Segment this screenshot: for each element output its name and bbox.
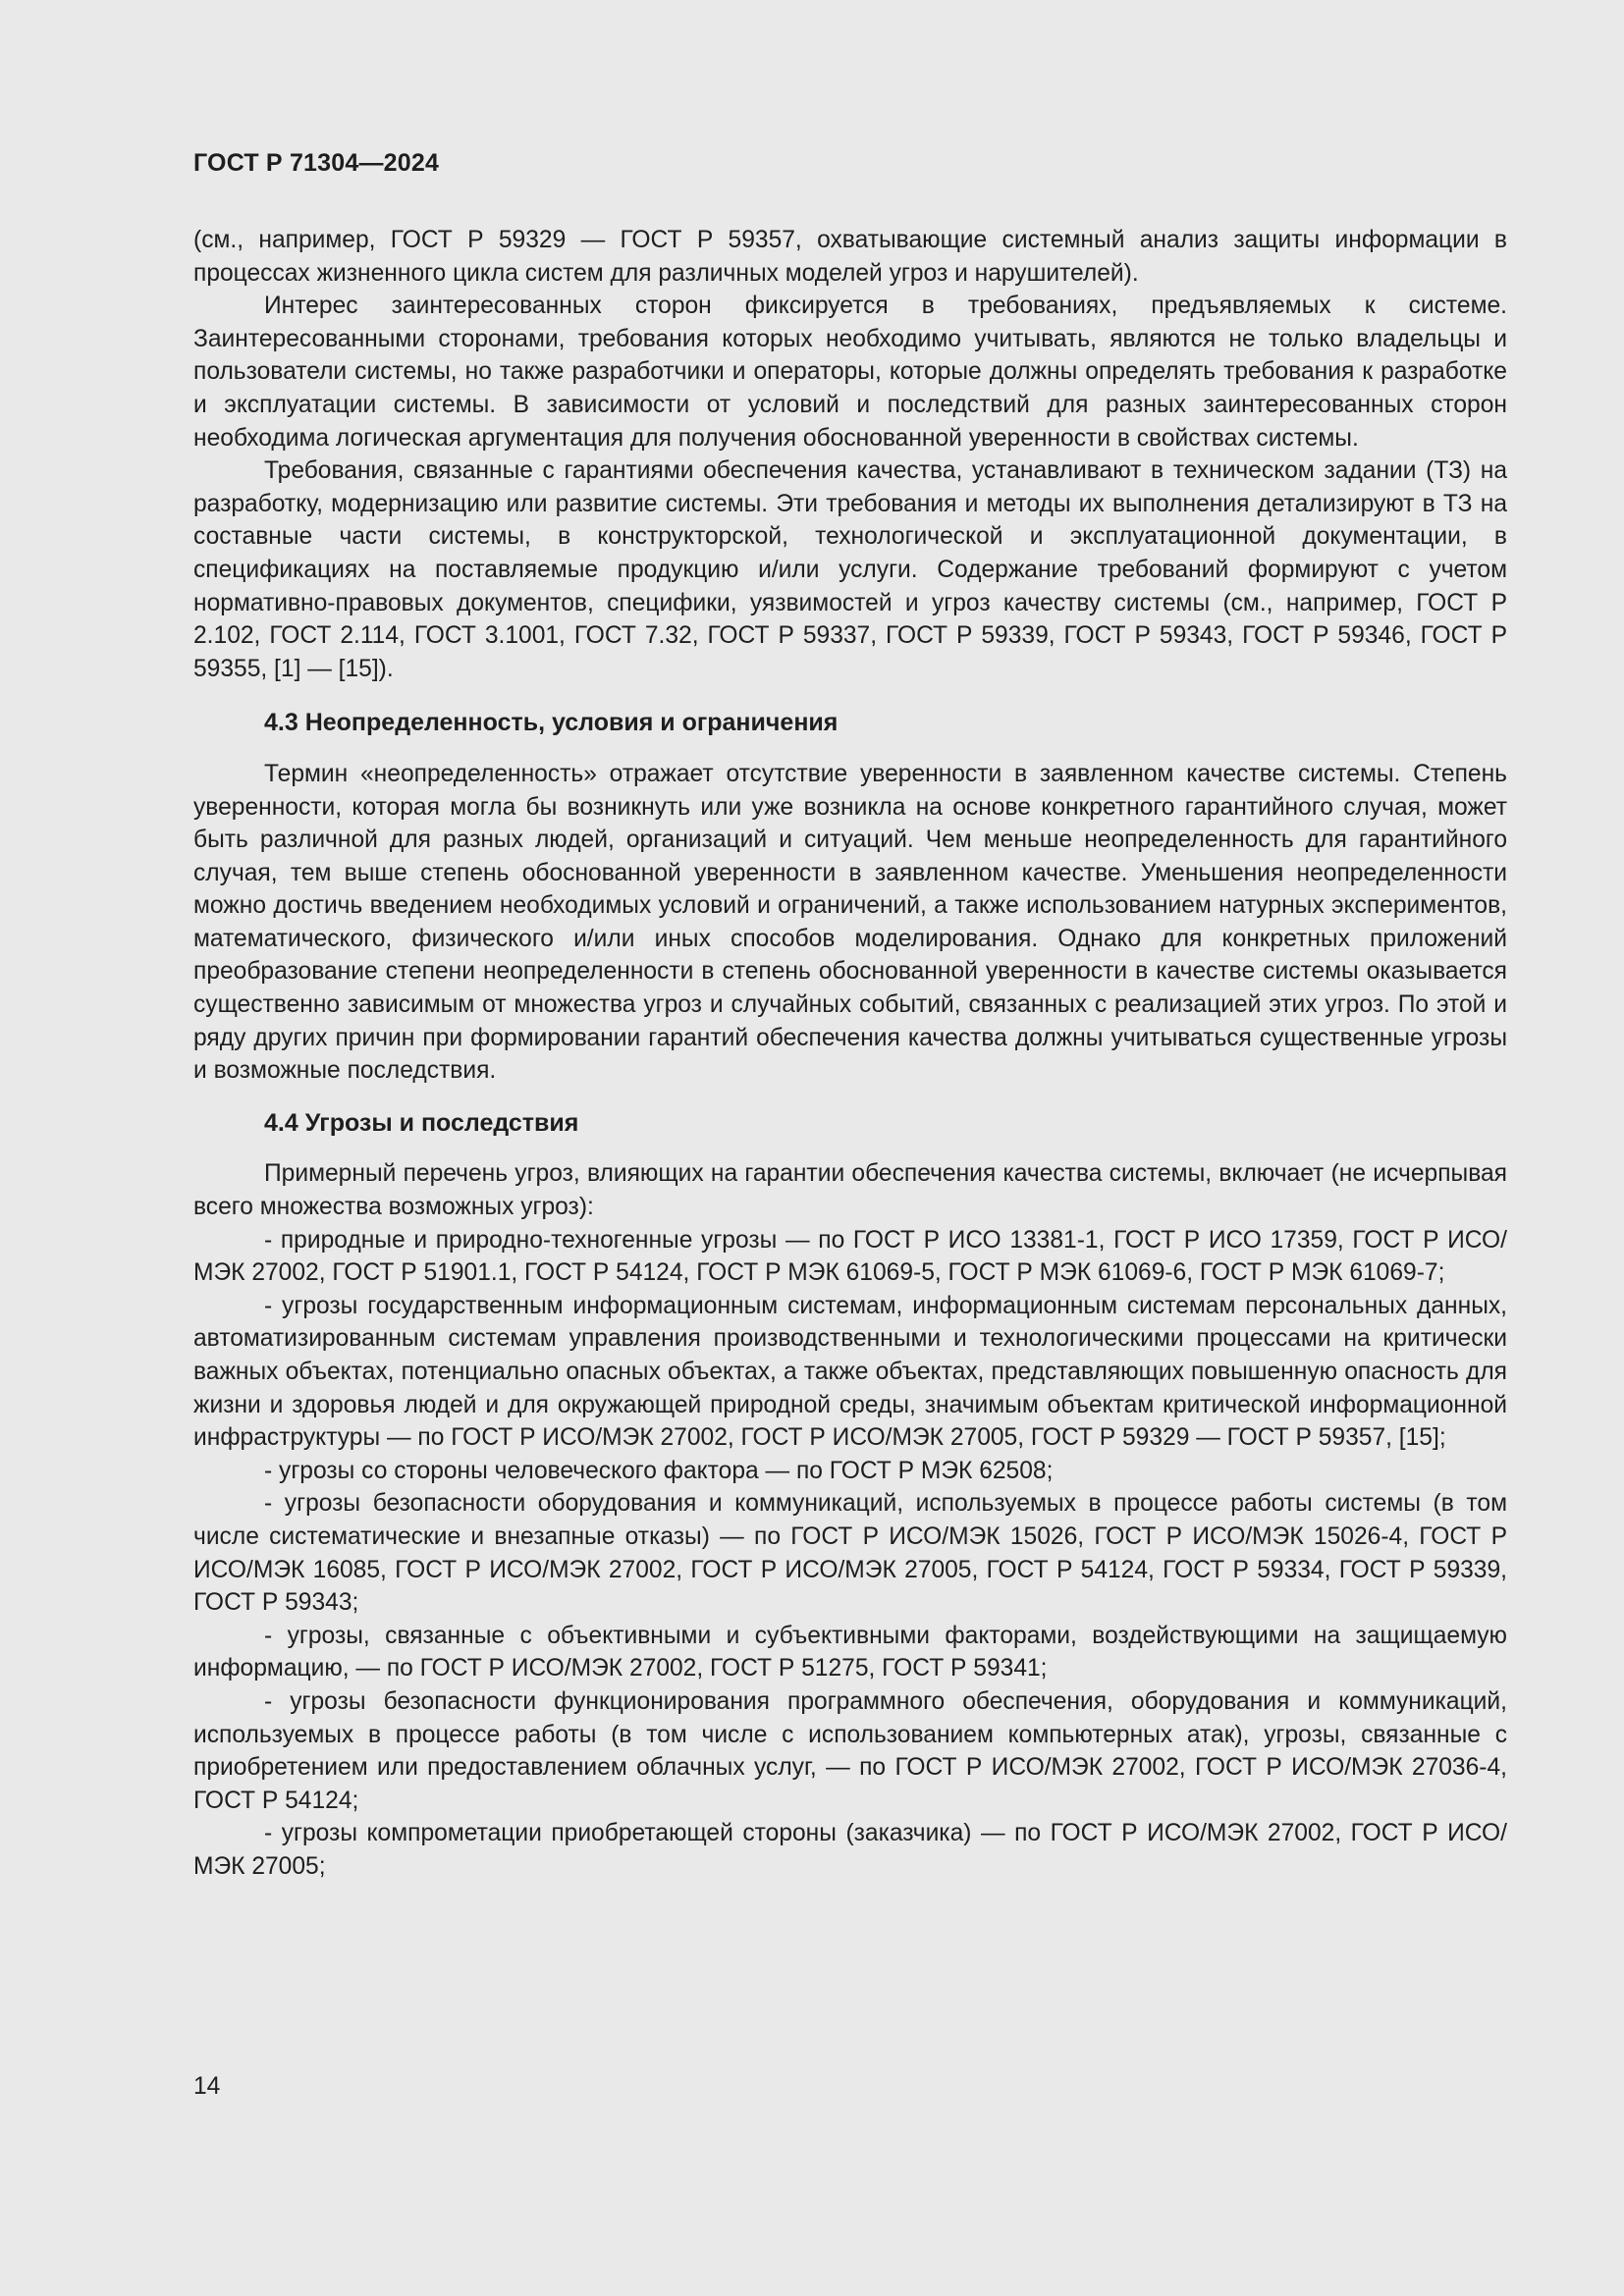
document-body [193, 224, 1507, 1884]
threat-list-item: - угрозы безопасности оборудования и коммуникаций, используемых в процессе работы системы (в том числе систематические и внезапные отказы) — по ГОСТ Р ИСО/МЭК 15026, ГОСТ Р ИСО/МЭК 15026-4, ГОСТ Р ИСО/МЭК 16085, ГОСТ Р ИСО/МЭК 27002, ГОСТ Р ИСО/МЭК 27005, ГОСТ Р 54124, ГОСТ Р 59334, ГОСТ Р 59339, ГОСТ Р 59343; [193, 1490, 1507, 1617]
threat-list-item: - угрозы компрометации приобретающей стороны (заказчика) — по ГОСТ Р ИСО/МЭК 27002, ГОСТ Р ИСО/МЭК 27005; [193, 1820, 1507, 1880]
paragraph-continuation: (см., например, ГОСТ Р 59329 — ГОСТ Р 59357, охватывающие системный анализ защиты информации в процессах жизненного цикла систем для различных моделей угроз и нарушителей). [193, 227, 1507, 287]
threat-list-item: - угрозы, связанные с объективными и субъективными факторами, воздействующими на защищаемую информацию, — по ГОСТ Р ИСО/МЭК 27002, ГОСТ Р 51275, ГОСТ Р 59341; [193, 1622, 1507, 1682]
paragraph-uncertainty: Термин «неопределенность» отражает отсутствие уверенности в заявленном качестве системы. Степень уверенности, которая могла бы возникнуть или уже возникла на основе конкретного гарантийного случая, может быть различной для разных людей, организаций и ситуаций. Чем меньше неопределенность для гарантийного случая, тем выше степень обоснованной уверенности в заявленном качестве. Уменьшения неопределенности можно достичь введением необходимых условий и ограничений, а также использованием натурных экспериментов, математического, физического и/или иных способов моделирования. Однако для конкретных приложений преобразование степени неопределенности в степень обоснованной уверенности в качестве системы оказывается существенно зависимым от множества угроз и случайных событий, связанных с реализацией этих угроз. По этой и ряду других причин при формировании гарантий обеспечения качества должны учитываться существенные угрозы и возможные последствия. [193, 760, 1507, 1085]
threat-list-item: - угрозы безопасности функционирования программного обеспечения, оборудования и коммуникаций, используемых в процессе работы (в том числе с использованием компьютерных атак), угрозы, связанные с приобретением или предоставлением облачных услуг, — по ГОСТ Р ИСО/МЭК 27002, ГОСТ Р ИСО/МЭК 27036-4, ГОСТ Р 54124; [193, 1687, 1507, 1814]
paragraph-stakeholders: Интерес заинтересованных сторон фиксируется в требованиях, предъявляемых к системе. Заинтересованными сторонами, требования которых необходимо учитывать, являются не только владельцы и пользователи системы, но также разработчики и операторы, которые должны определять требования к разработке и эксплуатации системы. В зависимости от условий и последствий для разных заинтересованных сторон необходима логическая аргументация для получения обоснованной уверенности в свойствах системы. [193, 293, 1507, 452]
document-header-id: ГОСТ Р 71304—2024 [193, 149, 440, 177]
threat-list-item: - угрозы со стороны человеческого фактора — по ГОСТ Р МЭК 62508; [264, 1457, 1054, 1484]
section-heading-4-4: 4.4 Угрозы и последствия [264, 1108, 579, 1137]
paragraph-requirements: Требования, связанные с гарантиями обеспечения качества, устанавливают в техническом задании (ТЗ) на разработку, модернизацию или развитие системы. Эти требования и методы их выполнения детализируют в ТЗ на составные части системы, в конструкторской, технологической и эксплуатационной документации, в спецификациях на поставляемые продукцию и/или услуги. Содержание требований формируют с учетом нормативно-правовых документов, специфики, уязвимостей и угроз качеству системы (см., например, ГОСТ Р 2.102, ГОСТ 2.114, ГОСТ 3.1001, ГОСТ 7.32, ГОСТ Р 59337, ГОСТ Р 59339, ГОСТ Р 59343, ГОСТ Р 59346, ГОСТ Р 59355, [1] — [15]). [193, 457, 1507, 682]
threat-list-item: - угрозы государственным информационным системам, информационным системам персональных данных, автоматизированным системам управления производственными и технологическими процессами на критически важных объектах, потенциально опасных объектах, а также объектах, представляющих повышенную опасность для жизни и здоровья людей и для окружающей природной среды, значимым объектам критической информационной инфраструктуры — по ГОСТ Р ИСО/МЭК 27002, ГОСТ Р ИСО/МЭК 27005, ГОСТ Р 59329 — ГОСТ Р 59357, [15]; [193, 1292, 1507, 1452]
page-number: 14 [193, 2073, 221, 2100]
section-heading-4-3: 4.3 Неопределенность, условия и ограничения [264, 709, 839, 737]
paragraph-threats-intro: Примерный перечень угроз, влияющих на гарантии обеспечения качества системы, включает (не исчерпывая всего множества возможных угроз): [193, 1160, 1507, 1221]
threat-list-item: - природные и природно-техногенные угрозы — по ГОСТ Р ИСО 13381-1, ГОСТ Р ИСО 17359, ГОСТ Р ИСО/МЭК 27002, ГОСТ Р 51901.1, ГОСТ Р 54124, ГОСТ Р МЭК 61069-5, ГОСТ Р МЭК 61069-6, ГОСТ Р МЭК 61069-7; [193, 1226, 1507, 1287]
